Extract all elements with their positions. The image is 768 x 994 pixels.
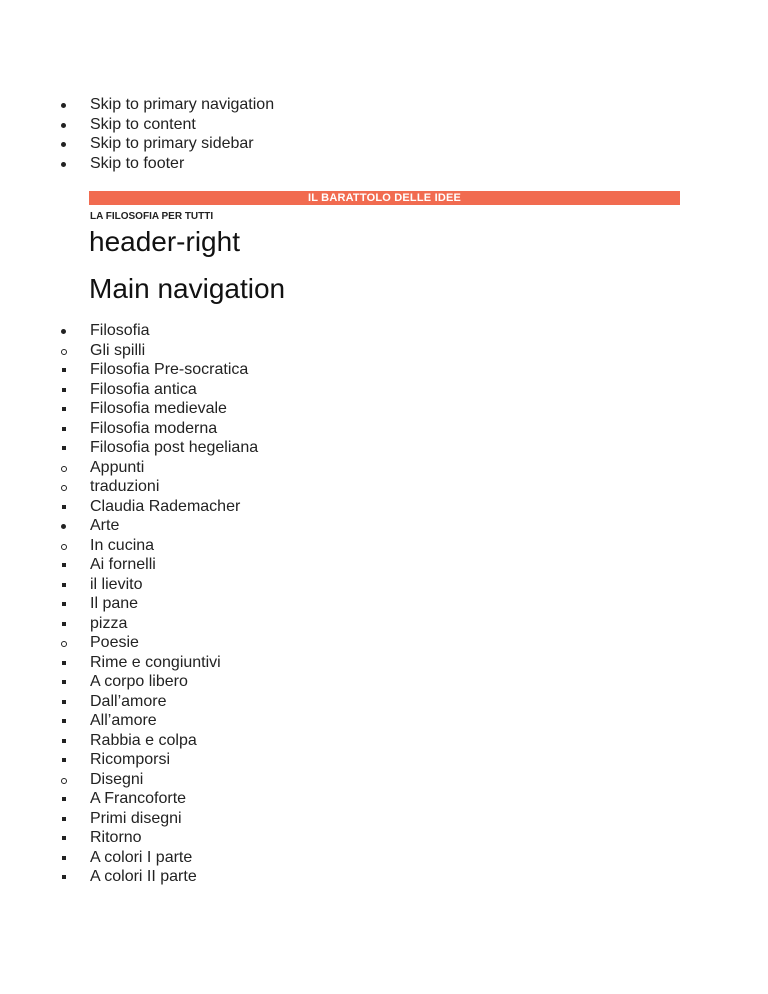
nav-menu-link[interactable]: All’amore <box>90 712 157 729</box>
nav-menu-link[interactable]: Claudia Rademacher <box>90 497 241 515</box>
main-navigation-menu <box>0 321 258 887</box>
nav-menu-link[interactable]: Rime e congiuntivi <box>90 653 221 671</box>
nav-menu-item[interactable] <box>0 653 258 673</box>
circle-bullet-icon <box>58 458 70 478</box>
disc-bullet-icon <box>58 134 70 154</box>
square-bullet-icon <box>58 614 70 634</box>
nav-menu-link[interactable]: Primi disegni <box>90 809 182 827</box>
square-bullet-icon <box>58 380 70 400</box>
skip-link-item[interactable] <box>0 134 274 154</box>
nav-menu-item[interactable] <box>0 789 258 809</box>
disc-bullet-icon <box>58 95 70 115</box>
square-bullet-icon <box>58 750 70 770</box>
nav-menu-item[interactable] <box>0 672 258 692</box>
main-navigation-heading: Main navigation <box>89 273 286 304</box>
nav-menu-item[interactable] <box>0 809 258 829</box>
nav-menu-link[interactable]: A corpo libero <box>90 673 188 690</box>
nav-menu-link[interactable]: A colori II parte <box>90 868 197 885</box>
disc-bullet-icon <box>58 154 70 174</box>
nav-menu-item[interactable] <box>0 380 258 400</box>
site-title[interactable]: IL BARATTOLO DELLE IDEE <box>89 191 680 205</box>
nav-menu-item[interactable] <box>0 633 258 653</box>
nav-menu-item[interactable] <box>0 750 258 770</box>
nav-menu-link[interactable]: Ai fornelli <box>90 556 156 573</box>
square-bullet-icon <box>58 399 70 419</box>
square-bullet-icon <box>58 575 70 595</box>
nav-menu-item[interactable] <box>0 848 258 868</box>
square-bullet-icon <box>58 731 70 751</box>
nav-menu-link[interactable]: Poesie <box>90 634 139 651</box>
nav-menu-link[interactable]: il lievito <box>90 575 143 593</box>
nav-menu-link[interactable]: In cucina <box>90 536 155 554</box>
nav-menu-link[interactable]: Disegni <box>90 770 144 788</box>
nav-menu-link[interactable]: Filosofia post hegeliana <box>90 439 259 456</box>
skip-link-item[interactable] <box>0 154 274 174</box>
nav-menu-item[interactable] <box>0 341 258 361</box>
nav-menu-link[interactable]: Appunti <box>90 458 145 476</box>
nav-menu-link[interactable]: Dall’amore <box>90 692 167 710</box>
nav-menu-item[interactable] <box>0 360 258 380</box>
site-tagline: LA FILOSOFIA PER TUTTI <box>90 211 214 222</box>
nav-menu-item[interactable] <box>0 536 258 556</box>
nav-menu-item[interactable] <box>0 419 258 439</box>
skip-to-footer-link[interactable]: Skip to footer <box>90 154 185 172</box>
nav-menu-link[interactable]: A Francoforte <box>90 790 187 807</box>
square-bullet-icon <box>58 438 70 458</box>
nav-menu-link[interactable]: Gli spilli <box>90 341 146 359</box>
nav-menu-link[interactable]: Filosofia antica <box>90 380 197 398</box>
circle-bullet-icon <box>58 770 70 790</box>
skip-links <box>0 95 274 173</box>
nav-menu-link[interactable]: Rabbia e colpa <box>90 731 197 749</box>
square-bullet-icon <box>58 692 70 712</box>
nav-menu-item[interactable] <box>0 321 258 341</box>
nav-menu-item[interactable] <box>0 711 258 731</box>
nav-menu-item[interactable] <box>0 614 258 634</box>
header-right-heading: header-right <box>89 226 240 257</box>
skip-to-primary-sidebar-link[interactable]: Skip to primary sidebar <box>90 135 254 152</box>
square-bullet-icon <box>58 672 70 692</box>
nav-menu-item[interactable] <box>0 516 258 536</box>
square-bullet-icon <box>58 789 70 809</box>
skip-link-item[interactable] <box>0 115 274 135</box>
circle-bullet-icon <box>58 633 70 653</box>
nav-menu-link[interactable]: A colori I parte <box>90 848 193 866</box>
nav-menu-item[interactable] <box>0 555 258 575</box>
disc-bullet-icon <box>58 115 70 135</box>
nav-menu-item[interactable] <box>0 867 258 887</box>
square-bullet-icon <box>58 497 70 517</box>
nav-menu-link[interactable]: Ritorno <box>90 829 142 846</box>
skip-link-item[interactable] <box>0 95 274 115</box>
nav-menu-link[interactable]: Il pane <box>90 595 139 612</box>
nav-menu-link[interactable]: Arte <box>90 517 120 534</box>
square-bullet-icon <box>58 653 70 673</box>
square-bullet-icon <box>58 711 70 731</box>
nav-menu-item[interactable] <box>0 828 258 848</box>
nav-menu-item[interactable] <box>0 477 258 497</box>
nav-menu-item[interactable] <box>0 575 258 595</box>
nav-menu-item[interactable] <box>0 438 258 458</box>
square-bullet-icon <box>58 360 70 380</box>
square-bullet-icon <box>58 848 70 868</box>
square-bullet-icon <box>58 867 70 887</box>
skip-to-primary-navigation-link[interactable]: Skip to primary navigation <box>90 96 275 113</box>
nav-menu-item[interactable] <box>0 770 258 790</box>
square-bullet-icon <box>58 809 70 829</box>
nav-menu-link[interactable]: Ricomporsi <box>90 751 171 768</box>
square-bullet-icon <box>58 419 70 439</box>
nav-menu-link[interactable]: Filosofia moderna <box>90 419 218 437</box>
nav-menu-item[interactable] <box>0 399 258 419</box>
circle-bullet-icon <box>58 341 70 361</box>
skip-to-content-link[interactable]: Skip to content <box>90 115 196 133</box>
nav-menu-link[interactable]: Filosofia medievale <box>90 400 227 417</box>
nav-menu-link[interactable]: pizza <box>90 614 128 632</box>
nav-menu-link[interactable]: traduzioni <box>90 478 160 495</box>
nav-menu-item[interactable] <box>0 594 258 614</box>
disc-bullet-icon <box>58 321 70 341</box>
nav-menu-item[interactable] <box>0 458 258 478</box>
square-bullet-icon <box>58 594 70 614</box>
circle-bullet-icon <box>58 536 70 556</box>
nav-menu-item[interactable] <box>0 692 258 712</box>
nav-menu-link[interactable]: Filosofia <box>90 322 150 339</box>
nav-menu-link[interactable]: Filosofia Pre-socratica <box>90 361 249 378</box>
square-bullet-icon <box>58 555 70 575</box>
circle-bullet-icon <box>58 477 70 497</box>
square-bullet-icon <box>58 828 70 848</box>
nav-menu-item[interactable] <box>0 731 258 751</box>
disc-bullet-icon <box>58 516 70 536</box>
nav-menu-item[interactable] <box>0 497 258 517</box>
